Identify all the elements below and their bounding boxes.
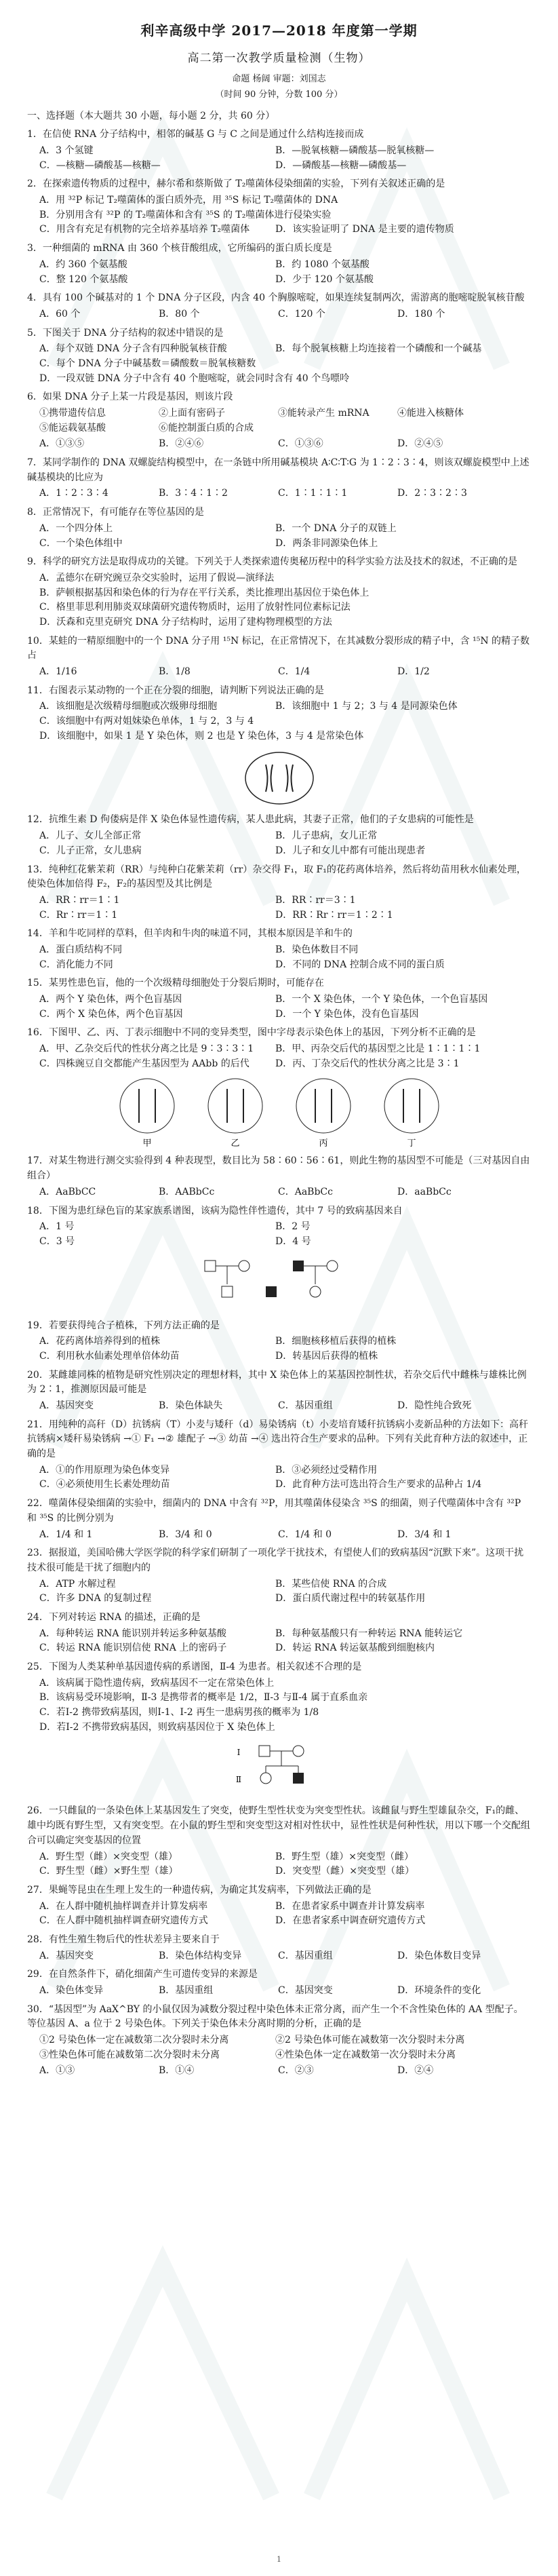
answer-option: C．转运 RNA 能识别信使 RNA 上的密码子 (39, 1642, 227, 1654)
answer-option: C．利用秋水仙素处理单倍体幼苗 (39, 1350, 180, 1362)
answer-option: C．Rr∶rr＝1∶1 (39, 909, 118, 921)
option-group (39, 943, 531, 972)
answer-option: A．1/16 (39, 666, 77, 677)
answer-option: A．每个双链 DNA 分子含有四种脱氧核苷酸 (39, 343, 227, 355)
answer-option: B．RR∶rr＝3∶1 (275, 894, 356, 906)
question-stem: 25．下图为人类某种单基因遗传病的系谱图，Ⅱ-4 为患者。相关叙述不合理的是 (27, 1661, 362, 1672)
answer-option: ①2 号染色体一定在减数第二次分裂时未分离 (39, 2035, 229, 2046)
question-stem: 21．用纯种的高秆（D）抗锈病（T）小麦与矮秆（d）易染锈病（t）小麦培育矮秆抗锈病小麦新品种的方法如下：高秆抗锈病×矮秆易染锈病 →① F₁ →② 雄配子 →③ 幼苗 →④ 选出符合生产要求的品种。下列有关此育种方法的叙述中，正确的是 (27, 1419, 528, 1460)
option-group (39, 571, 531, 630)
answer-option: A．蛋白质结构不同 (39, 944, 123, 955)
pedigree-figure-q25 (225, 1739, 334, 1800)
question-19 (27, 1319, 531, 1364)
generation-label-1: Ⅰ (237, 1748, 240, 1758)
answer-option: C．1/4 和 0 (278, 1529, 332, 1540)
answer-option: B．该病易受环境影响，Ⅱ-3 是携带者的概率是 1/2，Ⅱ-3 与Ⅱ-4 属于直系血亲 (39, 1692, 368, 1704)
exam-title: 高二第一次教学质量检测（生物） (187, 52, 371, 65)
question-29 (27, 1967, 531, 1998)
time-line: （时间 90 分钟，分数 100 分） (215, 90, 343, 100)
answer-option: ⑤能运载氨基酸 (39, 422, 106, 434)
figure-label-丁: 丁 (406, 1138, 416, 1149)
question-24 (27, 1611, 531, 1656)
answer-option: C．在人群中随机抽样调查研究遗传方式 (39, 1915, 208, 1927)
answer-option: D．儿子和女儿中都有可能出现患者 (275, 845, 426, 856)
answer-option: C．④必须使用生长素处理幼苗 (39, 1479, 170, 1491)
question-21 (27, 1418, 531, 1493)
question-stem: 29．在自然条件下，硝化细菌产生可遗传变异的来源是 (27, 1969, 258, 1980)
answer-option: A．3 个氢键 (39, 145, 94, 156)
question-stem: 26．一只雌鼠的一条染色体上某基因发生了突变，使野生型性状变为突变型性状。该雌鼠与野生型雄鼠杂交，F₁的雌、雄中均既有野生型，又有突变型。在小鼠的野生型和突变型这对相对性状中，显性性状是何种性状，用以下哪一个交配组合可以确定突变基因的位置 (27, 1805, 530, 1846)
question-27 (27, 1883, 531, 1929)
answer-option: C．基因重组 (278, 1950, 333, 1961)
answer-option: C．野生型（雌）×野生型（雄） (39, 1866, 178, 1877)
option-group (39, 1185, 531, 1200)
option-group (39, 665, 531, 680)
answer-option: C．消化能力不同 (39, 959, 113, 970)
option-group-extra (39, 437, 531, 452)
answer-option: B．③必须经过受精作用 (275, 1464, 378, 1476)
answer-option: D．此育种方法可选出符合生产要求的品种占 1/4 (275, 1479, 482, 1491)
answer-option: D．环境条件的变化 (397, 1985, 481, 1996)
answer-option: D．4 号 (275, 1235, 311, 1247)
question-10 (27, 634, 531, 680)
answer-option: C．基因重组 (278, 1400, 333, 1411)
answer-option: ③能转录产生 mRNA (278, 408, 370, 419)
question-stem: 23．据报道，美国哈佛大学医学院的科学家们研制了一项化学干扰技术，有望使人们的致病基因“沉默下来”。这项干扰技术很可能是干扰了细胞内的 (27, 1547, 524, 1573)
answer-option: A．ATP 水解过程 (39, 1578, 116, 1590)
answer-option: A．染色体变异 (39, 1985, 104, 1996)
question-17 (27, 1154, 531, 1199)
option-group (39, 1334, 531, 1364)
question-12 (27, 813, 531, 858)
question-9 (27, 555, 531, 630)
answer-option: D．一个 Y 染色体，没有色盲基因 (275, 1008, 419, 1020)
answer-option: C．许多 DNA 的复制过程 (39, 1593, 152, 1604)
option-group (39, 144, 531, 173)
answer-option: B．该细胞中 1 与 2；3 与 4 是同源染色体 (275, 701, 458, 712)
option-group (39, 307, 531, 322)
answer-option: B．①④ (159, 2065, 195, 2077)
question-11 (27, 684, 531, 809)
answer-option: B．80 个 (159, 308, 200, 320)
cell-circle (296, 1079, 351, 1133)
question-stem: 22．噬菌体侵染细菌的实验中，细菌内的 DNA 中含有 ³²P，用其噬菌体侵染含 ³⁵S 的细菌，则子代噬菌体中含有 ³²P 和 ³⁵S 的比例分别为 (27, 1498, 521, 1524)
answer-option: B．一个 DNA 分子的双链上 (275, 522, 397, 534)
option-group (39, 193, 531, 237)
answer-option: A．60 个 (39, 308, 81, 320)
question-7 (27, 456, 531, 501)
answer-option: D．转运 RNA 转运氨基酸到细胞核内 (275, 1642, 435, 1654)
answer-option: A．1 号 (39, 1221, 75, 1233)
answer-option: D．—磷酸基—核糖—磷酸基— (275, 159, 407, 171)
answer-option: ⑥能控制蛋白质的合成 (159, 422, 254, 434)
option-group (39, 1850, 531, 1879)
option-group (39, 1984, 531, 1999)
cell-circle (120, 1079, 174, 1133)
question-3 (27, 242, 531, 287)
answer-option: B．野生型（雄）×突变型（雌） (275, 1851, 414, 1862)
option-group (39, 342, 531, 386)
answer-option: C．每个 DNA 分子中碱基数＝磷酸数＝脱氧核糖数 (39, 358, 256, 369)
answer-option: B．甲、丙杂交后代的基因型之比是 1∶1∶1∶1 (275, 1043, 481, 1055)
question-stem: 3．一种细菌的 mRNA 由 360 个核苷酸组成，它所编码的蛋白质长度是 (27, 243, 332, 254)
answer-option: A．1/4 和 1 (39, 1529, 93, 1540)
answer-option: B．2 号 (275, 1221, 311, 1233)
answer-option: D．该细胞中，如果 1 是 Y 染色体，则 2 也是 Y 染色体，3 与 4 是常染色体 (39, 730, 364, 742)
answer-option: C．②③ (278, 2065, 314, 2077)
answer-option: A．1∶2∶3∶4 (39, 488, 108, 499)
question-stem: 13．纯种红花紫茉莉（RR）与纯种白花紫茉莉（rr）杂交得 F₁，取 F₁的花药离体培养，然后将幼苗用秋水仙素处理，使染色体加倍得 F₂，F₂的基因型及其比例是 (27, 864, 526, 890)
question-stem: 20．某雌雄同株的植物是研究性别决定的理想材料，其中 X 染色体上的某基因控制性状，若杂交后代中雌株与雄株比例为 2∶1，推测原因最可能是 (27, 1369, 527, 1396)
answer-option: C．两个 X 染色体，两个色盲基因 (39, 1008, 183, 1020)
option-group (39, 258, 531, 287)
answer-option: C．1/4 (278, 666, 311, 677)
question-stem: 7．某同学制作的 DNA 双螺旋结构模型中，在一条链中所用碱基模块 A∶C∶T∶G 为 1∶2∶3∶4，则该双螺旋模型中上述碱基模块的比应为 (27, 457, 530, 483)
answer-option: B．萨顿根据基因和染色体的行为存在平行关系，类比推理出基因位于染色体上 (39, 587, 370, 598)
answer-option: B．基因重组 (159, 1985, 214, 1996)
answer-option: A．用 ³²P 标记 T₂噬菌体的蛋白质外壳，用 ³⁵S 标记 T₂噬菌体的 DNA (39, 195, 338, 206)
question-stem: 16．下图甲、乙、丙、丁表示细胞中不同的变异类型，图中字母表示染色体上的基因，下列分析不正确的是 (27, 1027, 476, 1039)
option-group (39, 486, 531, 501)
answer-option: B．在患者家系中调查并计算发病率 (275, 1900, 425, 1912)
answer-option: C．—核糖—磷酸基—核糖— (39, 159, 161, 171)
answer-option: A．儿子、女儿全部正常 (39, 830, 142, 842)
cell-circle (384, 1079, 439, 1133)
question-stem: 1．在信使 RNA 分子结构中，相邻的碱基 G 与 C 之间是通过什么结构连接而成 (27, 129, 364, 140)
answer-option: A．①③⑤ (39, 438, 85, 450)
question-stem: 24．下列对转运 RNA 的描述，正确的是 (27, 1611, 201, 1623)
answer-option: B．分别用含有 ³²P 的 T₂噬菌体和含有 ³⁵S 的 T₂噬菌体进行侵染实验 (39, 209, 332, 220)
option-group (39, 893, 531, 923)
answer-option: C．3 号 (39, 1235, 75, 1247)
section-heading: 一、选择题（本大题共 30 小题，每小题 2 分，共 60 分） (27, 110, 275, 121)
answer-option: B．某些信使 RNA 的合成 (275, 1578, 387, 1590)
option-group (39, 1676, 531, 1735)
watermark-logo-5 (27, 2239, 529, 2524)
answer-option: D．1/2 (397, 666, 430, 677)
answer-option: C．儿子正常，女儿患病 (39, 845, 142, 856)
answer-option: C．一个染色体组中 (39, 537, 123, 549)
answer-option: A．在人群中随机抽样调查并计算发病率 (39, 1900, 208, 1912)
option-group (39, 522, 531, 551)
answer-option: A．AaBbCC (39, 1186, 96, 1197)
answer-option: B．染色体缺失 (159, 1400, 223, 1411)
answer-option: B．1/8 (159, 666, 191, 677)
question-15 (27, 976, 531, 1022)
question-22 (27, 1497, 531, 1542)
question-stem: 10．某蛙的一精原细胞中的一个 DNA 分子用 ¹⁵N 标记，在正常情况下，在其减数分裂形成的精子中，含 ¹⁵N 的精子数占 (27, 635, 530, 661)
document-body (27, 20, 531, 2080)
question-stem: 4．具有 100 个碱基对的 1 个 DNA 分子区段，内含 40 个胸腺嘧啶，如果连续复制两次，需游离的胞嘧啶脱氧核苷酸 (27, 292, 525, 304)
answer-option: A．甲、乙杂交后代的性状分离之比是 9∶3∶3∶1 (39, 1043, 254, 1055)
question-18 (27, 1204, 531, 1315)
option-group (39, 993, 531, 1022)
school-heading: 利辛高级中学 2017—2018 年度第一学期 (140, 22, 418, 39)
answer-option: B．3/4 和 0 (159, 1529, 212, 1540)
pedigree-figure-q18 (191, 1254, 367, 1315)
question-stem: 9．科学的研究方法是取得成功的关键。下列关于人类探索遗传奥秘历程中的科学实验方法及技术的叙述，不正确的是 (27, 556, 517, 568)
question-stem: 30．“基因型”为 AaX^BY 的小鼠仅因为减数分裂过程中染色体未正常分离，而产生一个不含性染色体的 AA 型配子。等位基因 A、a 位于 2 号染色体。下列关于染色体未分离时期的分析，正确的是 (27, 2003, 523, 2030)
option-group (39, 1949, 531, 1964)
option-group (39, 1399, 531, 1414)
answer-option: B．3∶4∶1∶2 (159, 488, 228, 499)
question-stem: 17．对某生物进行测交实验得到 4 种表现型，数目比为 58∶60∶56∶61，则此生物的基因型不可能是（三对基因自由组合） (27, 1155, 530, 1182)
question-13 (27, 863, 531, 923)
answer-option: D．染色体数目变异 (397, 1950, 481, 1961)
question-stem: 18．下图为患红绿色盲的某家族系谱图，该病为隐性伴性遗传，其中 7 号的致病基因来自 (27, 1205, 403, 1216)
question-list (27, 128, 531, 2079)
answer-option: C．用含有充足有机物的完全培养基培养 T₂噬菌体 (39, 224, 250, 235)
option-group (39, 829, 531, 858)
question-30 (27, 2003, 531, 2079)
answer-option: A．①的作用原理为染色体变异 (39, 1464, 170, 1476)
generation-label-2: Ⅱ (235, 1775, 241, 1785)
answer-option: C．整 120 个氨基酸 (39, 273, 128, 285)
answer-option: A．该细胞是次级精母细胞或次级卵母细胞 (39, 701, 218, 712)
answer-option: ②上面有密码子 (159, 408, 225, 419)
question-23 (27, 1546, 531, 1607)
option-group (39, 1577, 531, 1607)
question-stem: 5．下图关于 DNA 分子结构的叙述中错误的是 (27, 327, 224, 339)
answer-option: C．若Ⅰ-2 携带致病基因，则Ⅰ-1、Ⅰ-2 再生一患病男孩的概率为 1/8 (39, 1707, 319, 1718)
answer-option: D．180 个 (397, 308, 445, 320)
answer-option: D．②④⑤ (397, 438, 443, 450)
answer-option: B．细胞核移植后获得的植株 (275, 1336, 397, 1347)
question-stem: 28．有性生殖生物后代的性状差异主要来自于 (27, 1934, 220, 1945)
answer-option: ②2 号染色体可能在减数第一次分裂时未分离 (275, 2035, 465, 2046)
answer-option: ①携带遗传信息 (39, 408, 106, 419)
answer-option: B．每种氨基酸只有一种转运 RNA 能转运它 (275, 1628, 463, 1639)
answer-option: B．AABbCc (159, 1186, 215, 1197)
option-group (39, 1042, 531, 1071)
question-stem: 11．右图表示某动物的一个正在分裂的细胞，请判断下列说法正确的是 (27, 685, 324, 696)
answer-option: D．aaBbCc (397, 1186, 452, 1197)
question-stem: 2．在探索遗传物质的过程中，赫尔希和蔡斯做了 T₂噬菌体侵染细菌的实验，下列有关叙述正确的是 (27, 178, 445, 190)
answer-option: A．该病属于隐性遗传病，致病基因不一定在常染色体上 (39, 1677, 275, 1689)
option-group (39, 1463, 531, 1493)
answer-option: ④性染色体一定在减数第一次分裂时未分离 (275, 2049, 456, 2060)
answer-option: C．120 个 (278, 308, 325, 320)
answer-option: A．RR∶rr＝1∶1 (39, 894, 120, 906)
cell-division-figure (239, 748, 320, 809)
answer-option: A．孟德尔在研究豌豆杂交实验时，运用了假说—演绎法 (39, 572, 275, 583)
option-group (39, 1900, 531, 1929)
answer-option: A．野生型（雌）×突变型（雄） (39, 1851, 178, 1862)
answer-option: B．染色体数目不同 (275, 944, 359, 955)
answer-option: D．丙、丁杂交后代的性状分离之比是 3∶1 (275, 1058, 460, 1069)
answer-option: B．—脱氧核糖—磷酸基—脱氧核糖— (275, 145, 435, 156)
variation-types-figure (103, 1075, 456, 1150)
answer-option: C．格里菲思利用肺炎双球菌研究遗传物质时，运用了放射性同位素标记法 (39, 602, 351, 613)
answer-option: A．一个四分体上 (39, 522, 113, 534)
question-stem: 19．若要获得纯合子植株，下列方法正确的是 (27, 1320, 220, 1331)
question-28 (27, 1933, 531, 1963)
option-group (39, 406, 531, 436)
answer-option: A．约 360 个氨基酸 (39, 258, 127, 270)
answer-option: D．2∶3∶2∶3 (397, 488, 467, 499)
answer-option: D．在患者家系中调查研究遗传方式 (275, 1915, 426, 1927)
question-stem: 12．抗维生素 D 佝偻病是伴 X 染色体显性遗传病，某人患此病，其妻子正常，他们的子女患病的可能性是 (27, 814, 474, 826)
answer-option: ④能进入核糖体 (397, 408, 464, 419)
answer-option: ③性染色体可能在减数第二次分裂时未分离 (39, 2049, 220, 2060)
answer-option: C．基因突变 (278, 1985, 333, 1996)
question-16 (27, 1026, 531, 1150)
cell-circle (208, 1079, 262, 1133)
option-group (39, 1528, 531, 1543)
question-8 (27, 505, 531, 551)
answer-option: D．RR∶Rr∶rr＝1∶2∶1 (275, 909, 393, 921)
answer-option: A．两个 Y 染色体，两个色盲基因 (39, 994, 182, 1005)
answer-option: D．隐性纯合致死 (397, 1400, 472, 1411)
answer-option: D．转基因后获得的植株 (275, 1350, 378, 1362)
answer-option: D．一段双链 DNA 分子中含有 40 个胞嘧啶，就会同时含有 40 个鸟嘌呤 (39, 372, 350, 384)
answer-option: D．3/4 和 1 (397, 1529, 452, 1540)
answer-option: A．每种转运 RNA 能识别并转运多种氨基酸 (39, 1628, 226, 1639)
answer-option: B．一个 X 染色体，一个 Y 染色体，一个色盲基因 (275, 994, 488, 1005)
answer-option: D．不同的 DNA 控制合成不同的蛋白质 (275, 959, 445, 970)
answer-option: D．若Ⅰ-2 不携带致病基因，则致病基因位于 X 染色体上 (39, 1721, 275, 1733)
question-stem: 6．如果 DNA 分子上某一片段是基因，则该片段 (27, 391, 233, 403)
figure-label-丙: 丙 (318, 1138, 328, 1149)
question-stem: 8．正常情况下，有可能存在等位基因的是 (27, 507, 204, 518)
page-number: 1 (277, 2555, 281, 2564)
question-25 (27, 1660, 531, 1800)
question-1 (27, 128, 531, 173)
answer-option: D．蛋白质代谢过程中的转氨基作用 (275, 1593, 426, 1604)
answer-option: D．两条非同源染色体上 (275, 537, 378, 549)
answer-option: D．②④ (397, 2065, 434, 2077)
question-5 (27, 326, 531, 387)
question-stem: 15．某男性患色盲，他的一个次级精母细胞处于分裂后期时，可能存在 (27, 978, 324, 989)
answer-option: D．少于 120 个氨基酸 (275, 273, 374, 285)
question-14 (27, 927, 531, 972)
option-group (39, 699, 531, 744)
option-group-extra (39, 2064, 531, 2079)
authors-line: 命题 杨阔 审题：刘国志 (232, 74, 326, 85)
question-26 (27, 1804, 531, 1879)
answer-option: C．AaBbCc (278, 1186, 333, 1197)
question-2 (27, 177, 531, 237)
question-stem: 27．果蝇等昆虫在生理上发生的一种遗传病，为确定其发病率，下列做法正确的是 (27, 1884, 372, 1896)
answer-option: A．①③ (39, 2065, 75, 2077)
answer-option: D．沃森和克里克研究 DNA 分子结构时，运用了建构物理模型的方法 (39, 616, 332, 628)
answer-option: D．突变型（雌）×突变型（雄） (275, 1866, 414, 1877)
answer-option: B．②④⑥ (159, 438, 204, 450)
question-stem: 14．羊和牛吃同样的草料，但羊肉和牛肉的味道不同，其根本原因是羊和牛的 (27, 928, 353, 940)
option-group (39, 1220, 531, 1249)
question-4 (27, 291, 531, 322)
answer-option: C．①③⑥ (278, 438, 323, 450)
answer-option: A．基因突变 (39, 1400, 94, 1411)
answer-option: A．花药离体培养得到的植株 (39, 1336, 161, 1347)
figure-label-乙: 乙 (230, 1138, 240, 1149)
answer-option: D．该实验证明了 DNA 是主要的遗传物质 (275, 224, 454, 235)
answer-option: B．染色体结构变异 (159, 1950, 242, 1961)
answer-option: B．儿子患病，女儿正常 (275, 830, 378, 842)
answer-option: A．基因突变 (39, 1950, 94, 1961)
answer-option: C．1∶1∶1∶1 (278, 488, 348, 499)
answer-option: C．四株豌豆自交都能产生基因型为 AAbb 的后代 (39, 1058, 250, 1069)
answer-option: B．约 1080 个氨基酸 (275, 258, 370, 270)
answer-option: B．每个脱氧核糖上均连接着一个磷酸和一个碱基 (275, 343, 482, 355)
option-group (39, 2033, 531, 2062)
question-6 (27, 390, 531, 452)
figure-label-甲: 甲 (142, 1138, 152, 1149)
answer-option: C．该细胞中有两对姐妹染色单体，1 与 2，3 与 4 (39, 716, 254, 727)
option-group (39, 1627, 531, 1656)
question-20 (27, 1368, 531, 1414)
